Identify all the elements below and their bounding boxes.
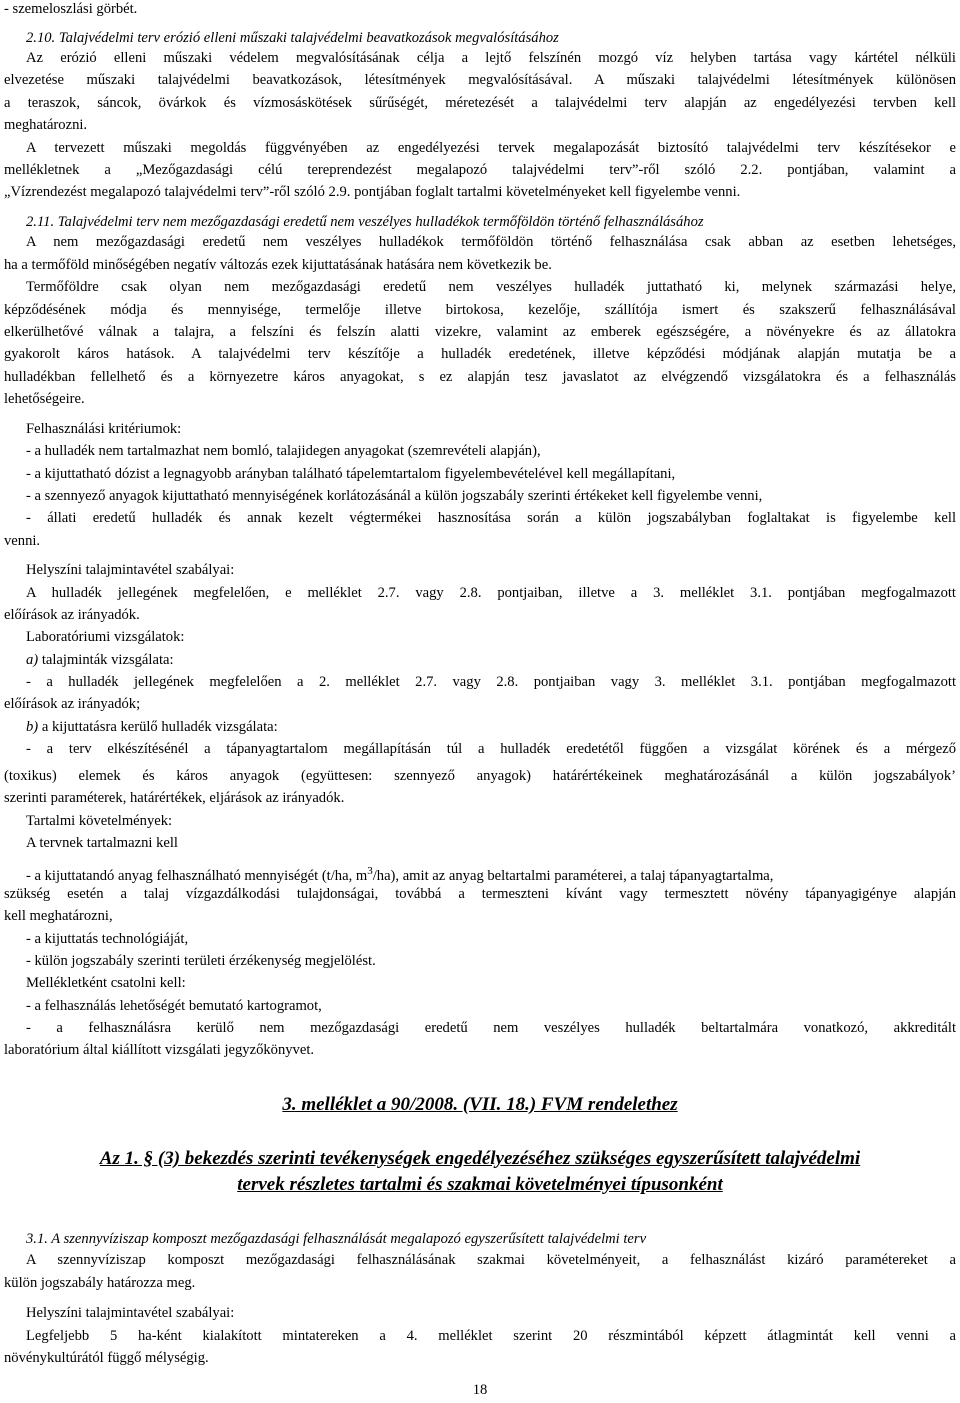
list-marker: a): [26, 652, 39, 668]
text-line: külön jogszabály határozza meg.: [4, 1275, 196, 1291]
text-line: A szennyvíziszap komposzt mezőgazdasági felhasználásának szakmai követelményeit, a felhasználást kizáró paramétereket a: [26, 1252, 956, 1268]
list-item: - a felhasználásra kerülő nem mezőgazdasági eredetű nem veszélyes hulladék beltartalmára vonatkozó, akkreditált: [26, 1020, 956, 1036]
text-line: laboratórium által kiállított vizsgálati jegyzőkönyvet.: [4, 1042, 315, 1058]
text-line: lehetőségeire.: [4, 391, 85, 407]
text-line: Felhasználási kritériumok:: [26, 421, 182, 437]
list-item: - a terv elkészítésénél a tápanyagtartalom megállapításán túl a hulladék eredetétől függően a vizsgálat körének és a mérgező: [26, 741, 956, 757]
text-line: meghatározni.: [4, 117, 88, 133]
text-line: Laboratóriumi vizsgálatok:: [26, 629, 185, 645]
text-line: növénykultúrától függő mélységig.: [4, 1350, 209, 1366]
list-item: - a hulladék jellegének megfelelően a 2. melléklet 2.7. vagy 2.8. pontjaiban vagy 3. melléklet 3.1. pontjában megfogalmazott: [26, 674, 956, 690]
section-heading: 2.11. Talajvédelmi terv nem mezőgazdasági eredetű nem veszélyes hulladékok termőföldön történő felhasználásához: [26, 214, 704, 230]
list-item: - a szennyező anyagok kijuttatható mennyiségének korlátozásánál a külön jogszabály szerinti értékeket kell figyelembe venni,: [26, 488, 763, 504]
text-line: ha a termőföld minőségében negatív változás ezek kijuttatásának hatására nem következik be.: [4, 257, 552, 273]
text-line: [26, 651, 174, 669]
text-line: Termőföldre csak olyan nem mezőgazdasági eredetű nem veszélyes hulladék juttatható ki, melynek származási helye,: [26, 279, 956, 295]
list-item: [26, 862, 773, 885]
section-heading: 3.1. A szennyvíziszap komposzt mezőgazdasági felhasználását megalapozó egyszerűsített talajvédelmi terv: [26, 1231, 647, 1247]
text-line: A tervnek tartalmazni kell: [26, 835, 178, 851]
text-line: Az erózió elleni műszaki védelem megvalósításának célja a lejtő felszínén mozgó víz helyben tartása vagy kártétel nélküli: [26, 50, 956, 66]
text-line: képződésének módja és mennyisége, termelője illetve birtokosa, kezelője, szállítója ismert és szakszerű felhasználásával: [4, 302, 956, 318]
text-line: hulladékban fellelhető és a környezetre káros anyagokat, s ez alapján tesz javaslatot az elvégzendő vizsgálatokra és a felhasználás: [4, 369, 956, 385]
text-line: elkerülhetővé válnak a talajra, a felszíni és felszín alatti vizekre, valamint az emberek egészségére, a növényekre és az állatokra: [4, 324, 956, 340]
list-item: - a kijuttatás technológiáját,: [26, 931, 189, 947]
text-line: a teraszok, sáncok, övárkok és vízmosáskötések sűrűségét, méretezését a talajvédelmi terv alapján az engedélyezési tervben kell: [4, 95, 956, 111]
text-line: A nem mezőgazdasági eredetű nem veszélyes hulladékok termőföldön történő felhasználása csak abban az esetben lehetséges,: [26, 234, 956, 250]
annex-heading: 3. melléklet a 90/2008. (VII. 18.) FVM rendelethez: [282, 1094, 678, 1115]
text-line: - szemeloszlási görbét.: [4, 1, 138, 17]
list-item: - külön jogszabály szerinti területi érzékenység megjelölést.: [26, 953, 376, 969]
list-marker: b): [26, 719, 39, 735]
text-line: előírások az irányadók;: [4, 696, 141, 712]
text-line: „Vízrendezést megalapozó talajvédelmi terv”-ről szóló 2.9. pontjában foglalt tartalmi követelményeket kell figyelembe venni.: [4, 184, 741, 200]
section-heading: 2.10. Talajvédelmi terv erózió elleni műszaki talajvédelmi beavatkozások megvalósításához: [26, 30, 559, 46]
text-line: szerinti paraméterek, határértékek, eljárások az irányadók.: [4, 790, 345, 806]
text-line: Helyszíni talajmintavétel szabályai:: [26, 1305, 235, 1321]
annex-title-line-2: [4, 1173, 956, 1197]
text-line: A hulladék jellegének megfelelően, e melléklet 2.7. vagy 2.8. pontjaiban, illetve a 3. melléklet 3.1. pontjában megfogalmazott: [26, 585, 956, 601]
text-span: /ha), amit az anyag beltartalmi paraméterei, a talaj tápanyagtartalma,: [372, 867, 774, 884]
text-line: mellékletnek a „Mezőgazdasági célú tereprendezést megalapozó talajvédelmi terv”-ről szóló 2.2. pontjában, valamint a: [4, 162, 956, 178]
text-line: (toxikus) elemek és káros anyagok (együttesen: szennyező anyagok) határértékeinek meghatározásánál a külön jogszabályok’: [4, 768, 956, 784]
text-span: talajminták vizsgálata:: [41, 652, 174, 668]
list-item: - állati eredetű hulladék és annak kezelt végtermékei hasznosítása során a külön jogszabályban foglaltakat is figyelembe kell: [26, 510, 956, 526]
text-line: elvezetése műszaki talajvédelmi beavatkozások, létesítmények megvalósításával. A műszaki talajvédelmi létesítmények különösen: [4, 72, 956, 88]
text-line: kell meghatározni,: [4, 908, 113, 924]
annex-title-text: tervek részletes tartalmi és szakmai követelményei típusonként: [237, 1174, 723, 1195]
page-number: 18: [472, 1382, 488, 1398]
text-line: Helyszíni talajmintavétel szabályai:: [26, 562, 235, 578]
text-line: előírások az irányadók.: [4, 607, 140, 623]
text-line: venni.: [4, 533, 41, 549]
text-line: A tervezett műszaki megoldás függvényében az engedélyezési tervek megalapozását biztosító talajvédelmi terv készítésekor e: [26, 140, 956, 156]
annex-title-line-1: Az 1. § (3) bekezdés szerinti tevékenységek engedélyezéséhez szükséges egyszerűsített talajvédelmi: [99, 1148, 861, 1169]
list-item: - a felhasználás lehetőségét bemutató kartogramot,: [26, 998, 322, 1014]
text-line: gyakorolt káros hatások. A talajvédelmi terv készítője a hulladék eredetének, illetve képződési módjának alapján mutatja be a: [4, 346, 956, 362]
text-line: Tartalmi követelmények:: [26, 813, 173, 829]
text-span: a kijuttatásra kerülő hulladék vizsgálata:: [41, 719, 278, 735]
text-span: - a kijuttatandó anyag felhasználható mennyiségét (t/ha, m: [26, 867, 368, 884]
text-line: Mellékletként csatolni kell:: [26, 975, 186, 991]
list-item: - a kijuttatható dózist a legnagyobb arányban található tápelemtartalom figyelembevételével kell megállapítani,: [26, 466, 676, 482]
text-line: Legfeljebb 5 ha-ként kialakított mintatereken a 4. melléklet szerint 20 részmintából képzett átlagmintát kell venni a: [26, 1328, 956, 1344]
superscript: 3: [367, 865, 373, 877]
list-item: - a hulladék nem tartalmazhat nem bomló, talajidegen anyagokat (szemrevételi alapján),: [26, 443, 541, 459]
text-line: [26, 718, 278, 736]
text-line: szükség esetén a talaj vízgazdálkodási tulajdonságai, továbbá a termeszteni kívánt vagy termesztett növény tápanyagigénye alapján: [4, 886, 956, 902]
